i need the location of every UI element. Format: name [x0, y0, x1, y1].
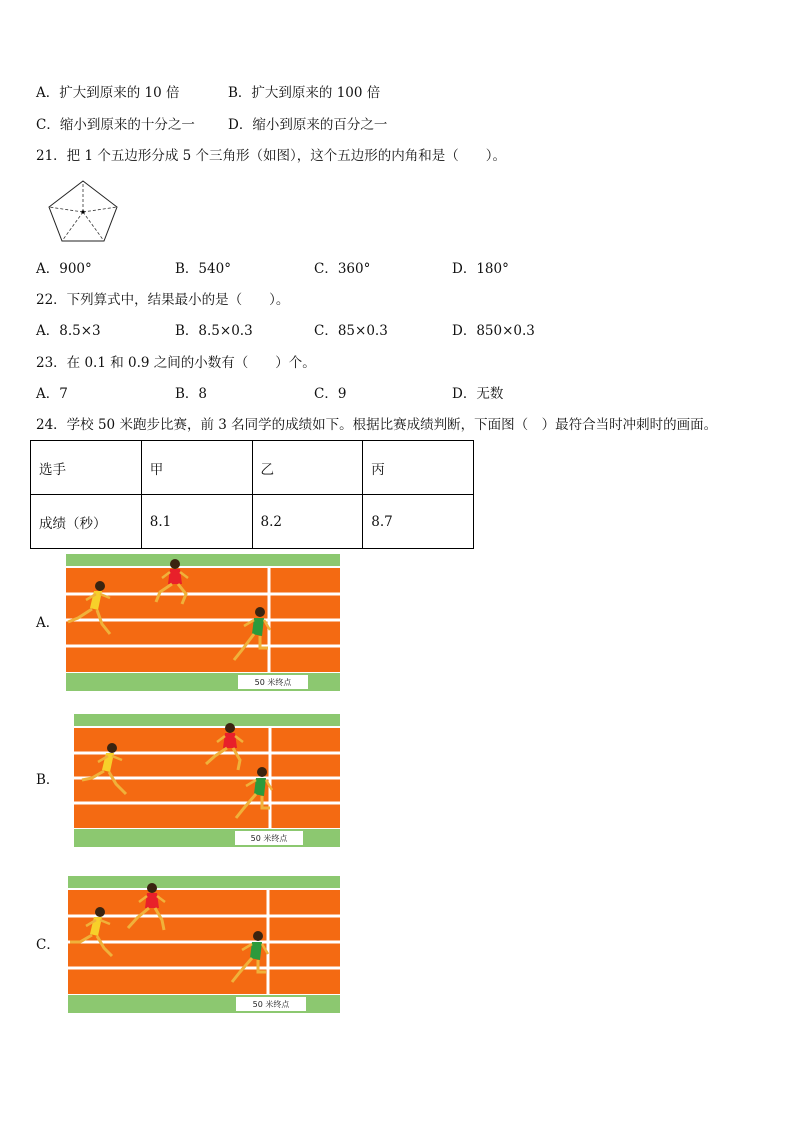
scores-table	[30, 440, 474, 549]
q20-option-c: C．缩小到原来的十分之一	[36, 117, 195, 133]
q21-question-text: 21．把 1 个五边形分成 5 个三角形（如图），这个五边形的内角和是（ ）。	[36, 148, 507, 164]
table-cell: 成绩（秒）	[31, 495, 142, 549]
race-picture-a	[64, 554, 342, 692]
q22-option-a: A．8.5×3	[36, 323, 101, 339]
finish-label: 50 米终点	[252, 1000, 290, 1009]
q22-option-b: B．8.5×0.3	[175, 323, 253, 339]
q23-question-text: 23．在 0.1 和 0.9 之间的小数有（ ）个。	[36, 355, 316, 371]
q21-option-c: C．360°	[314, 261, 371, 277]
q23-option-b: B．8	[175, 386, 208, 402]
q21-option-d: D．180°	[452, 261, 509, 277]
table-cell: 8.2	[252, 495, 363, 549]
table-cell: 乙	[252, 441, 363, 495]
race-picture-c	[66, 876, 342, 1014]
picture-b-label: B．	[36, 772, 60, 788]
q20-option-d: D．缩小到原来的百分之一	[228, 117, 388, 133]
table-cell: 丙	[363, 441, 474, 495]
race-picture-b	[72, 714, 342, 848]
q23-option-a: A．7	[36, 386, 68, 402]
picture-c-label: C．	[36, 937, 60, 953]
q24-question-text: 24．学校 50 米跑步比赛，前 3 名同学的成绩如下。根据比赛成绩判断，下面图（ ）最符合当时冲刺时的画面。	[36, 417, 718, 433]
q22-option-c: C．85×0.3	[314, 323, 388, 339]
table-cell: 8.7	[363, 495, 474, 549]
table-cell: 甲	[141, 441, 252, 495]
picture-a-label: A．	[36, 615, 60, 631]
q20-option-a: A．扩大到原来的 10 倍	[36, 85, 180, 101]
pentagon-figure	[46, 178, 120, 244]
table-row	[31, 495, 474, 549]
q20-option-b: B．扩大到原来的 100 倍	[228, 85, 381, 101]
finish-label: 50 米终点	[250, 834, 288, 843]
finish-label: 50 米终点	[254, 678, 292, 687]
q22-option-d: D．850×0.3	[452, 323, 535, 339]
q23-option-c: C．9	[314, 386, 347, 402]
q21-option-a: A．900°	[36, 261, 92, 277]
table-cell: 选手	[31, 441, 142, 495]
q23-option-d: D．无数	[452, 386, 504, 402]
q21-option-b: B．540°	[175, 261, 231, 277]
q22-question-text: 22．下列算式中，结果最小的是（ ）。	[36, 292, 290, 308]
table-cell: 8.1	[141, 495, 252, 549]
table-header-row	[31, 441, 474, 495]
